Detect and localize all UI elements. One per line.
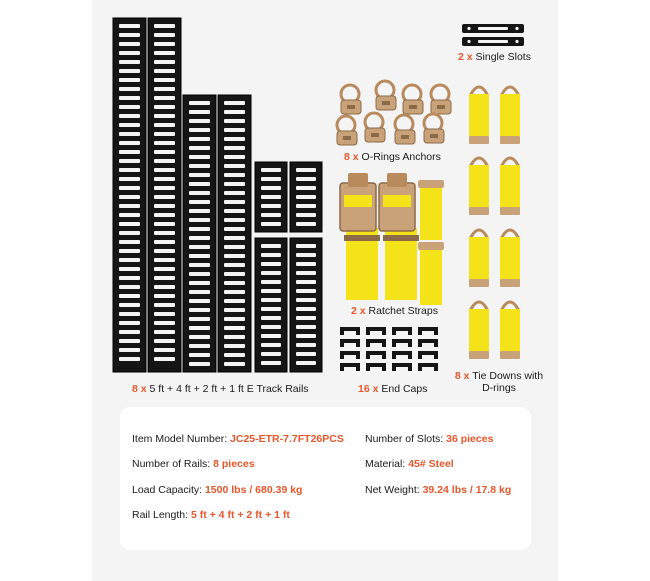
- tie-downs-label: 8 x Tie Downs with D-rings: [454, 370, 544, 394]
- end-cap: [340, 339, 360, 347]
- specifications-card: [120, 407, 531, 550]
- o-ring-anchor: [403, 85, 423, 114]
- end-cap: [418, 327, 438, 335]
- end-cap: [392, 339, 412, 347]
- e-track-rail: [218, 95, 251, 372]
- end-cap: [418, 339, 438, 347]
- ratchet-strap: [379, 173, 419, 300]
- o-ring-anchor: [365, 113, 385, 142]
- o-ring-anchor: [341, 85, 361, 114]
- e-track-rail: [290, 238, 322, 372]
- spec-rails: Number of Rails: 8 pieces: [132, 458, 255, 470]
- spec-weight: Net Weight: 39.24 lbs / 17.8 kg: [365, 484, 512, 496]
- rails-label: 8 x 5 ft + 4 ft + 2 ft + 1 ft E Track Rails: [132, 383, 309, 395]
- end-cap: [340, 351, 360, 359]
- ratchet-strap-end: [418, 180, 444, 240]
- tie-down-strap: [469, 230, 489, 287]
- spec-material: Material: 45# Steel: [365, 458, 454, 470]
- end-caps-label: 16 x End Caps: [358, 383, 428, 395]
- end-cap: [392, 363, 412, 371]
- end-cap: [418, 363, 438, 371]
- tie-down-strap: [469, 302, 489, 359]
- end-cap: [366, 351, 386, 359]
- spec-model: Item Model Number: JC25-ETR-7.7FT26PCS: [132, 433, 344, 445]
- end-cap: [366, 339, 386, 347]
- o-ring-anchor: [376, 81, 396, 110]
- e-track-rail: [290, 162, 322, 232]
- tie-down-strap: [500, 158, 520, 215]
- o-ring-anchor: [337, 116, 357, 145]
- single-slot: [462, 37, 524, 46]
- spec-slots: Number of Slots: 36 pieces: [365, 433, 494, 445]
- e-track-rail: [148, 18, 181, 372]
- e-track-rail: [113, 18, 146, 372]
- single-slots: [462, 24, 524, 46]
- o-ring-anchor: [395, 115, 415, 144]
- ratchet-strap-end: [418, 242, 444, 305]
- spec-capacity: Load Capacity: 1500 lbs / 680.39 kg: [132, 484, 303, 496]
- end-cap: [340, 327, 360, 335]
- end-caps: [340, 327, 438, 371]
- spec-length: Rail Length: 5 ft + 4 ft + 2 ft + 1 ft: [132, 509, 290, 521]
- o-ring-anchor: [431, 85, 451, 114]
- ratchet-straps: [340, 173, 444, 305]
- end-cap: [418, 351, 438, 359]
- single-slot: [462, 24, 524, 33]
- end-cap: [392, 327, 412, 335]
- o-ring-anchor: [424, 114, 444, 143]
- end-cap: [366, 363, 386, 371]
- o-rings-label: 8 x O-Rings Anchors: [344, 151, 441, 163]
- tie-down-strap: [469, 87, 489, 144]
- e-track-rail: [255, 238, 287, 372]
- o-ring-anchors: [337, 81, 451, 145]
- single-slots-label: 2 x Single Slots: [458, 51, 531, 63]
- ratchet-strap: [340, 173, 380, 300]
- e-track-rail: [255, 162, 287, 232]
- ratchet-straps-label: 2 x Ratchet Straps: [351, 305, 438, 317]
- end-cap: [392, 351, 412, 359]
- end-cap: [340, 363, 360, 371]
- tie-down-strap: [500, 230, 520, 287]
- end-cap: [366, 327, 386, 335]
- tie-downs: [469, 87, 520, 359]
- tie-down-strap: [500, 302, 520, 359]
- e-track-rail: [183, 95, 216, 372]
- e-track-rails: [113, 18, 322, 372]
- tie-down-strap: [469, 158, 489, 215]
- tie-down-strap: [500, 87, 520, 144]
